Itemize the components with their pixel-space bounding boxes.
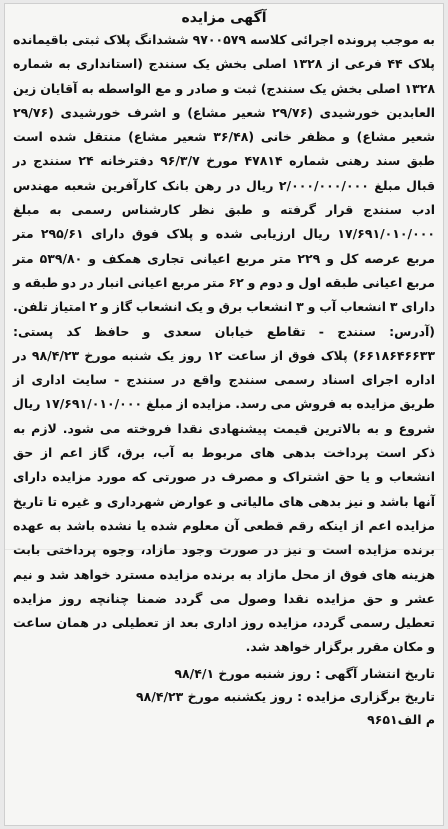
notice-title: آگهی مزایده (181, 10, 267, 26)
notice-body: به موجب پرونده اجرائی کلاسه ۹۷۰۰۵۷۹ ششدانگ پلاک ثبتی باقیمانده پلاک ۴۴ فرعی از ۱۳۲۸ اصلی بخش یک سنندج (استانداری به شماره ۱۳۲۸ اصلی بخش یک سنندج) ثبت و صادر و مع الواسطه به آقایان زین العابدین خورشیدی (۲۹/۷۶ شعیر مشاع) و اشرف خورشیدی (۲۹/۷۶ شعیر مشاع) و مظفر خانی (۳۶/۴۸ شعیر مشاع) منتقل شده است طبق سند رهنی شماره ۴۷۸۱۴ مورخ ۹۶/۳/۷ دفترخانه ۲۴ سنندج در قبال مبلغ ۲/۰۰۰/۰۰۰/۰۰۰ ریال در رهن بانک کارآفرین شعبه مهندس ادب سنندج قرار گرفته و طبق نظر کارشناس رسمی به مبلغ ۱۷/۶۹۱/۰۱۰/۰۰۰ ریال ارزیابی شده و پلاک فوق دارای ۲۹۵/۶۱ متر مربع عرصه کل و ۲۲۹ متر مربع اعیانی تجاری همکف و ۵۳۹/۸۰ متر مربع اعیانی طبقه اول و دوم و ۶۲ متر مربع اعیانی انبار در دو طبقه و دارای ۳ انشعاب آب و ۳ انشعاب برق و یک انشعاب گاز و ۲ امتیاز تلفن. (آدرس: سنندج - تقاطع خیابان سعدی و حافظ کد پستی: ۶۶۱۸۶۴۶۶۳۳) پلاک فوق از ساعت ۱۲ روز یک شنبه مورخ ۹۸/۴/۲۳ در اداره اجرای اسناد رسمی سنندج واقع در سنندج - سایت اداری از طریق مزایده به فروش می رسد. مزایده از مبلغ ۱۷/۶۹۱/۰۱۰/۰۰۰ ریال شروع و به بالاترین قیمت پیشنهادی نقدا فروخته می شود. لازم به ذکر است پرداخت بدهی های مربوط به آب، برق، گاز اعم از حق انشعاب و یا حق اشتراک و مصرف در صورتی که مورد مزایده دارای آنها باشد و نیز بدهی های مالیاتی و عوارض شهرداری و غیره تا تاریخ مزایده اعم از اینکه رقم قطعی آن معلوم شده یا نشده باشد به عهده برنده مزایده است و نیز در صورت وجود مازاد، وجوه پرداختی بابت هزینه های فوق از محل مازاد به برنده مزایده مسترد خواهد شد و نیم عشر و حق مزایده نقدا وصول می گردد ضمنا چنانچه روز مزایده تعطیل رسمی گردد، مزایده روز اداری بعد از تعطیلی در همان ساعت و مکان مقرر برگزار خواهد شد. (13, 32, 436, 655)
notice-footer (13, 662, 435, 731)
publish-date-line: تاریخ انتشار آگهی : روز شنبه مورخ ۹۸/۴/۱ (174, 665, 435, 681)
auction-date-line: تاریخ برگزاری مزایده : روز یکشنبه مورخ ۹۸/۴/۲۳ (136, 688, 435, 704)
paper-fold-line (5, 549, 443, 550)
reference-number: م الف۹۶۵۱ (367, 711, 435, 727)
auction-notice-clipping (4, 3, 444, 826)
